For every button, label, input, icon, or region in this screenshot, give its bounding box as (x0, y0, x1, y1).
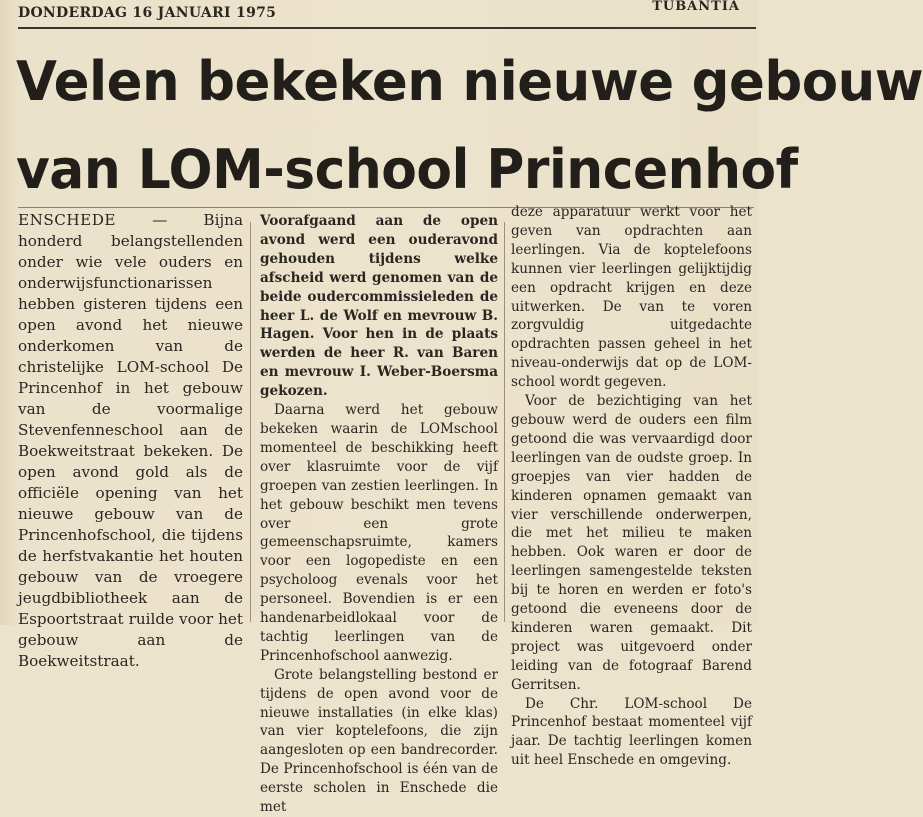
article-column-3 (511, 203, 752, 769)
column-divider (504, 222, 505, 622)
lead-paragraph: Voorafgaand aan de open avond werd een ouderavond gehouden tijdens welke afscheid werd genomen van de beide oudercommissieleden de heer L. de Wolf en mevrouw B. Hagen. Voor hen in de plaats werden de heer R. van Baren en mevrouw I. Weber-Boersma gekozen. (260, 213, 498, 400)
article-column-1 (18, 210, 243, 670)
headline-line-2: van LOM-school Princenhof (16, 138, 798, 201)
column-divider (250, 222, 251, 622)
masthead (18, 0, 756, 29)
dateline: ENSCHEDE (18, 211, 116, 229)
newspaper-name: TUBANTIA (652, 0, 740, 14)
article-paragraph (18, 210, 243, 672)
article-paragraph: Daarna werd het gebouw bekeken waarin de LOMschool momenteel de beschikking heeft over klasruimte voor de vijf groepen van zestien leerlingen. In het gebouw beschikt men tevens over een grote gemeenschapsruimte, kamers voor een logopediste en een psycholoog evenals voor het personeel. Bovendien is er een handenarbeidlokaal voor de tachtig leerlingen van de Princenhofschool aanwezig. (260, 402, 498, 664)
article-paragraph: Grote belangstelling bestond er tijdens de open avond voor de nieuwe installaties (in elke klas) van vier koptelefoons, die zijn aangesloten op een bandrecorder. De Princenhofschool is één van de eerste scholen in Enschede die met (260, 666, 498, 816)
issue-date: DONDERDAG 16 JANUARI 1975 (18, 5, 277, 21)
column-1-text: — Bijna honderd belangstellenden onder wie vele ouders en onderwijsfunctionarissen hebben gisteren tijdens een open avond het nieuwe onderkomen van de christelijke LOM-school De Princenhof in het gebouw van de voormalige Stevenfenneschool aan de Boekweitstraat bekeken. De open avond gold als de officiële opening van het nieuwe gebouw van de Princenhofschool, die tijdens de herfstvakantie het houten gebouw van de vroegere jeugdbibliotheek aan de Espoortstraat ruilde voor het gebouw aan de Boekweitstraat. (18, 211, 243, 670)
article-paragraph: deze apparatuur werkt voor het geven van opdrachten aan leerlingen. Via de koptelefoons kunnen vier leerlingen gelijktijdig een opdracht krijgen en deze uitwerken. De van te voren zorgvuldig uitgedachte opdrachten passen geheel in het niveau-onderwijs dat op de LOM-school wordt gegeven. (511, 204, 752, 391)
article-column-2 (260, 212, 498, 816)
headline-line-1: Velen bekeken nieuwe gebouw (16, 50, 923, 113)
article-paragraph: De Chr. LOM-school De Princenhof bestaat momenteel vijf jaar. De tachtig leerlingen komen uit heel Enschede en omgeving. (511, 695, 752, 769)
article-paragraph: Voor de bezichtiging van het gebouw werd de ouders een film getoond die was vervaardigd door leerlingen van de oudste groep. In groepjes van vier hadden de kinderen opnamen gemaakt van vier verschillende onderwerpen, die met het milieu te maken hebben. Ook waren er door de leerlingen samengestelde teksten bij te horen en werden er foto's getoond die eveneens door de kinderen waren gemaakt. Dit project was uitgevoerd onder leiding van de fotograaf Barend Gerritsen. (511, 393, 752, 693)
